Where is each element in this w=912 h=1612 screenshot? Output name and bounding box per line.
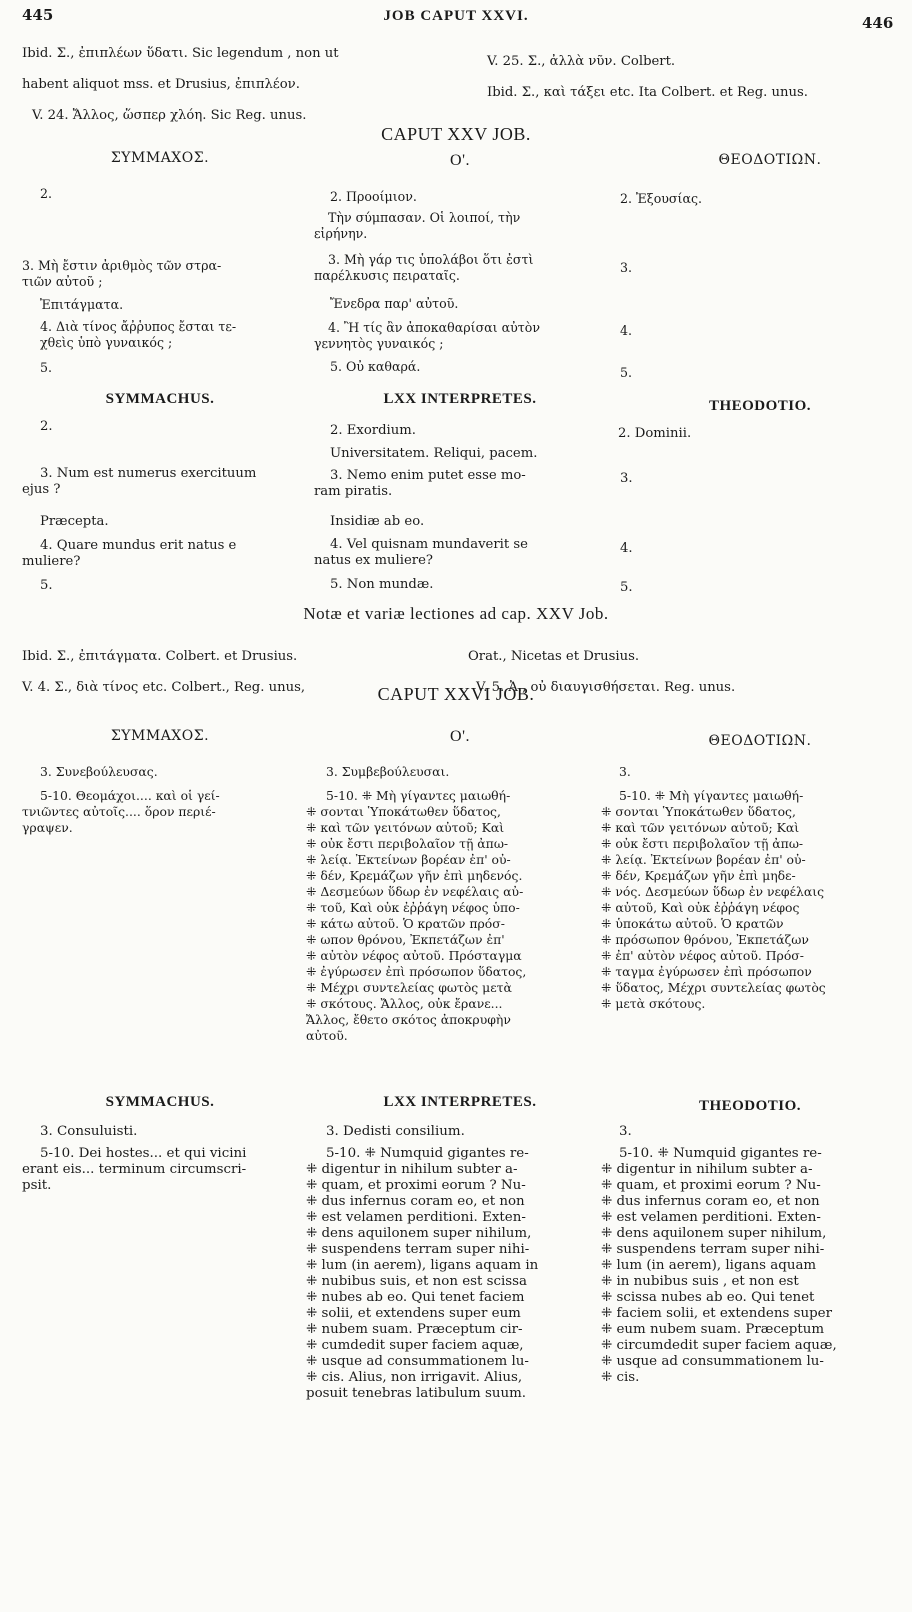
text-line: ⁜ est velamen perditioni. Exten- [306,1210,526,1225]
text-line: ⁜ ὕδατος, Μέχρι συντελείας φωτὸς [601,980,826,995]
text-line: 5-10. Dei hostes... et qui vicini [40,1146,247,1161]
note-line: V. 5. Ἀ., οὐ διαυγισθήσεται. Reg. unus. [476,679,736,695]
note-line: Orat., Nicetas et Drusius. [468,648,640,664]
ch25-latin-lxx-v2: 2. Exordium. [330,423,416,438]
text-line: 3. Συμβεβούλευσαι. [326,764,450,779]
text-line: 5-10. ⁜ Numquid gigantes re- [619,1146,822,1161]
text-line: 3. [619,764,631,779]
text-line: 5-10. ⁜ Μὴ γίγαντες μαιωθή- [326,788,511,803]
ch25-latin-symmachus-v5: 5. [40,578,53,593]
ch25-latin-symmachus-v4: 4. Quare mundus erit natus e muliere? [22,538,237,569]
text-line: ⁜ καὶ τῶν γειτόνων αὐτοῦ; Καὶ [306,820,505,835]
text-line: ⁜ ἐγύρωσεν ἐπὶ πρόσωπον ὕδατος, [306,964,527,979]
text-line: ⁜ λείᾳ. Ἐκτείνων βορέαν ἐπ' οὐ- [306,852,511,867]
ch26-greek-symmachus [22,764,220,836]
ch25-greek-lxx-ambush: Ἔνεδρα παρ' αὐτοῦ. [330,296,459,311]
text-line: ⁜ ὑποκάτω αὐτοῦ. Ὁ κρατῶν [601,916,784,931]
text-line: ⁜ αὐτὸν νέφος αὐτοῦ. Πρόσταγμα [306,948,522,963]
text-line: ⁜ nubibus suis, et non est scissa [306,1274,528,1289]
note-line: habent aliquot mss. et Drusius, ἐπιπλέον. [22,76,300,92]
text-line: ⁜ Μέχρι συντελείας φωτὸς μετὰ [306,980,512,995]
ch25-greek-symmachus-v5: 5. [40,360,53,375]
text-line: ⁜ οὐκ ἔστι περιβολαῖον τῇ ἀπω- [306,836,509,851]
col-head-lxx-greek-26: Ο'. [450,728,470,745]
text-line: ⁜ μετὰ σκότους. [601,996,706,1011]
col-head-lxx-latin: LXX INTERPRETES. [383,391,537,407]
text-line: ⁜ καὶ τῶν γειτόνων αὐτοῦ; Καὶ [601,820,800,835]
note-line: Ibid. Σ., ἐπιτάγματα. Colbert. et Drusius. [22,648,298,664]
text-line: τνιῶντες αὐτοῖς.... ὅρον περιέ- [22,804,216,819]
text-line: ⁜ dens aquilonem super nihilum, [306,1226,532,1241]
text-line: ⁜ eum nubem suam. Præceptum [601,1322,825,1337]
col-head-symmachus-latin-26: SYMMACHUS. [105,1094,215,1110]
text-line: αὐτοῦ. [306,1028,348,1043]
note-line: Ibid. Σ., καὶ τάξει etc. Ita Colbert. et Reg. unus. [487,84,808,100]
text-line: ⁜ dus infernus coram eo, et non [306,1194,525,1209]
ch26-latin-lxx [306,1124,538,1402]
ch25-greek-lxx-universe: Τὴν σύμπασαν. Οἱ λοιποί, τὴν εἰρήνην. [314,210,521,241]
running-title: JOB CAPUT XXVI. [383,8,529,24]
text-line: 5-10. Θεομάχοι.... καὶ οἱ γεί- [40,788,220,803]
text-line: ⁜ λείᾳ. Ἐκτείνων βορέαν ἐπ' οὐ- [601,852,806,867]
text-line: ⁜ solii, et extendens super eum [306,1306,521,1321]
text-line: ⁜ suspendens terram super nihi- [601,1242,825,1257]
ch25-greek-theodotion-v3: 3. [620,260,633,275]
text-line: 3. [619,1124,632,1139]
ch26-greek-lxx [306,764,526,1044]
ch25-greek-lxx-v2: 2. Προοίμιον. [330,189,417,204]
ch26-latin-theodotion [601,1124,837,1386]
text-line: ⁜ πρόσωπον θρόνου, Ἐκπετάζων [601,932,809,947]
ch25-latin-theodotion-v5: 5. [620,580,633,595]
text-line: ⁜ est velamen perditioni. Exten- [601,1210,821,1225]
text-line: ⁜ ἐπ' αὐτὸν νέφος αὐτοῦ. Πρόσ- [601,948,804,963]
ch25-greek-symmachus-prec: Ἐπιτάγματα. [40,297,124,312]
ch25-latin-lxx-v4: 4. Vel quisnam mundaverit se natus ex muliere? [314,537,528,568]
text-line: posuit tenebras latibulum suum. [306,1386,527,1401]
text-line: 5-10. ⁜ Μὴ γίγαντες μαιωθή- [619,788,804,803]
text-line: ⁜ usque ad consummationem lu- [306,1354,529,1369]
ch25-greek-lxx-v3: 3. Μὴ γάρ τις ὑπολάβοι ὅτι ἐστὶ παρέλκυσις πειραταῖς. [314,252,534,283]
col-head-theodotion-greek-26: ΘΕΟΔΟΤΙΩΝ. [708,733,812,749]
note-line: V. 25. Σ., ἀλλὰ νῦν. Colbert. [487,53,676,69]
ch25-greek-theodotion-v2: 2. Ἐξουσίας. [620,191,703,206]
ch25-greek-lxx-v5: 5. Οὐ καθαρά. [330,359,421,374]
page-number-left: 445 [22,6,54,24]
ch25-greek-theodotion-v4: 4. [620,323,633,338]
text-line: erant eis... terminum circumscri- [22,1162,247,1177]
text-line: ⁜ κάτω αὐτοῦ. Ὁ κρατῶν πρόσ- [306,916,505,931]
text-line: ⁜ τοῦ, Καὶ οὐκ ἐῤῥάγη νέφος ὑπο- [306,900,520,915]
ch25-latin-symmachus-prec: Præcepta. [40,514,109,529]
col-head-theodotion-latin-26: THEODOTIO. [698,1098,802,1114]
ch25-latin-lxx-v3: 3. Nemo enim putet esse mo- ram piratis. [314,468,526,499]
text-line: ⁜ usque ad consummationem lu- [601,1354,824,1369]
text-line: ⁜ lum (in aerem), ligans aquam [601,1258,817,1273]
text-line: ⁜ ταγμα ἐγύρωσεν ἐπὶ πρόσωπον [601,964,812,979]
text-line: ⁜ quam, et proximi eorum ? Nu- [601,1178,821,1193]
text-line: ⁜ σονται Ὑποκάτωθεν ὕδατος, [306,804,501,819]
text-line: ⁜ cumdedit super faciem aquæ, [306,1338,524,1353]
text-line: ⁜ quam, et proximi eorum ? Nu- [306,1178,526,1193]
text-line: ⁜ cis. Alius, non irrigavit. Alius, [306,1370,523,1385]
ch26-latin-symmachus [22,1124,246,1194]
text-line: ⁜ cis. [601,1370,640,1385]
ch25-latin-lxx-insidiae: Insidiæ ab eo. [330,514,425,529]
text-line: ⁜ Δεσμεύων ὕδωρ ἐν νεφέλαις αὐ- [306,884,524,899]
ch25-greek-symmachus-v4: 4. Διὰ τίνος ἄῤῥυπος ἔσται τε- χθεὶς ὑπὸ γυναικός ; [40,319,237,350]
text-line: ⁜ nubes ab eo. Qui tenet faciem [306,1290,525,1305]
text-line: 3. Dedisti consilium. [326,1124,465,1139]
top-notes-right [487,38,897,116]
text-line: ⁜ σκότους. Ἄλλος, οὐκ ἔρανε... [306,996,503,1011]
col-head-lxx-greek: Ο'. [450,152,470,169]
text-line: ⁜ αὐτοῦ, Καὶ οὐκ ἐῤῥάγη νέφος [601,900,800,915]
notes-25-title: Notæ et variæ lectiones ad cap. XXV Job. [303,604,609,623]
col-head-lxx-latin-26: LXX INTERPRETES. [383,1094,537,1110]
text-line: ⁜ νός. Δεσμεύων ὕδωρ ἐν νεφέλαις [601,884,825,899]
text-line: 3. Συνεβούλευσας. [40,764,158,779]
text-line: ⁜ dens aquilonem super nihilum, [601,1226,827,1241]
col-head-symmachus-latin: SYMMACHUS. [105,391,215,407]
text-line: ⁜ δέν, Κρεμάζων γῆν ἐπὶ μηδε- [601,868,796,883]
text-line: ⁜ σονται Ὑποκάτωθεν ὕδατος, [601,804,796,819]
text-line: ⁜ οὐκ ἔστι περιβολαῖον τῇ ἀπω- [601,836,804,851]
text-line: 5-10. ⁜ Numquid gigantes re- [326,1146,529,1161]
text-line: ⁜ digentur in nihilum subter a- [306,1162,518,1177]
text-line: γραψεν. [22,820,73,835]
page-number-right: 446 [862,14,894,32]
text-line: ⁜ circumdedit super faciem aquæ, [601,1338,837,1353]
text-line: ⁜ lum (in aerem), ligans aquam in [306,1258,539,1273]
ch25-greek-theodotion-v5: 5. [620,365,633,380]
text-line: ⁜ δέν, Κρεμάζων γῆν ἐπὶ μηδενός. [306,868,523,883]
ch25-latin-theodotion-v3: 3. [620,471,633,486]
text-line: 3. Consuluisti. [40,1124,138,1139]
ch25-latin-lxx-v5: 5. Non mundæ. [330,577,434,592]
ch25-latin-symmachus-v2: 2. [40,419,53,434]
top-notes-left [22,30,472,139]
text-line: ⁜ suspendens terram super nihi- [306,1242,530,1257]
text-line: Ἄλλος, ἔθετο σκότος ἀποκρυφὴν [306,1012,511,1027]
col-head-symmachus-greek-26: ΣΥΜΜΑΧΟΣ. [110,728,210,744]
text-line: ⁜ dus infernus coram eo, et non [601,1194,820,1209]
ch25-latin-lxx-universe: Universitatem. Reliqui, pacem. [330,446,538,461]
ch26-greek-theodotion [601,764,826,1012]
chapter-25-title: CAPUT XXV JOB. [381,124,531,144]
ch25-greek-symmachus-v2: 2. [40,186,53,201]
note-line: V. 24. Ἄλλος, ὥσπερ χλόη. Sic Reg. unus. [32,107,307,123]
text-line: ⁜ digentur in nihilum subter a- [601,1162,813,1177]
ch25-greek-lxx-v4: 4. Ἢ τίς ἂν ἀποκαθαρίσαι αὐτὸν γεννητὸς γυναικός ; [314,320,540,351]
col-head-theodotion-greek: ΘΕΟΔΟΤΙΩΝ. [718,152,822,168]
ch25-latin-symmachus-v3: 3. Num est numerus exercituum ejus ? [22,466,257,497]
text-line: psit. [22,1178,52,1193]
ch25-greek-symmachus-v3: 3. Μὴ ἔστιν ἀριθμὸς τῶν στρα- τιῶν αὐτοῦ ; [22,258,222,289]
text-line: ⁜ nubem suam. Præceptum cir- [306,1322,523,1337]
text-line: ⁜ faciem solii, et extendens super [601,1306,832,1321]
text-line: ⁜ ωπον θρόνου, Ἐκπετάζων ἐπ' [306,932,505,947]
chapter-26-title: CAPUT XXVI JOB. [377,684,535,704]
text-line: ⁜ scissa nubes ab eo. Qui tenet [601,1290,815,1305]
note-line: V. 4. Σ., διὰ τίνος etc. Colbert., Reg. unus, [22,679,306,695]
col-head-symmachus-greek: ΣΥΜΜΑΧΟΣ. [110,150,210,166]
ch25-latin-theodotion-v2: 2. Dominii. [618,426,692,441]
text-line: ⁜ in nubibus suis , et non est [601,1274,799,1289]
col-head-theodotion-latin: THEODOTIO. [708,398,812,414]
ch25-latin-theodotion-v4: 4. [620,541,633,556]
note-line: Ibid. Σ., ἐπιπλέων ὕδατι. Sic legendum , non ut [22,45,339,61]
